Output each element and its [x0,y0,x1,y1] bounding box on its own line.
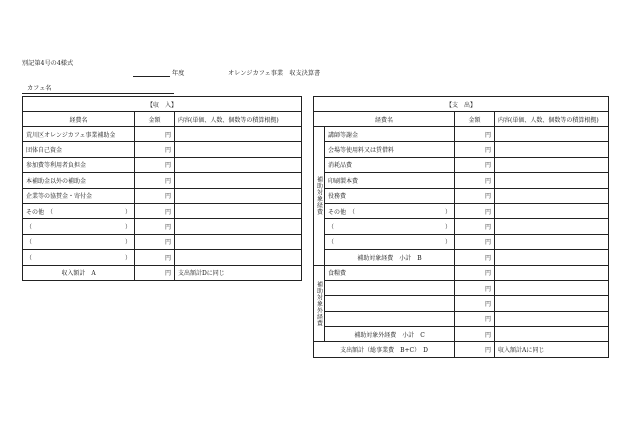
expense-col-detail: 内容(単価、人数、個数等の積算根拠) [495,112,609,127]
expense-amount-field[interactable]: 円 [455,280,495,295]
document-title: オレンジカフェ事業 収支決算書 [228,70,321,77]
income-total-row [23,265,302,280]
expense-detail-field[interactable] [495,203,609,218]
ineligible-subtotal-detail[interactable] [495,327,609,342]
cafe-name-label: カフェ名 [27,85,52,92]
ineligible-subtotal-amount[interactable]: 円 [455,327,495,342]
income-row [23,157,302,172]
open-paren: （ [26,254,33,262]
income-amount-field[interactable]: 円 [135,173,175,188]
expense-ineligible-row [314,280,609,295]
income-detail-field[interactable] [175,127,302,142]
eligible-group-label: 補助対象経費 [314,127,325,266]
year-label: 年度 [172,70,185,77]
income-item-label: 参加費等利用者負担金 [23,157,135,172]
income-row [23,188,302,203]
expense-ineligible-row [314,296,609,311]
income-other-row [23,250,302,265]
expense-item-label: 役務費 [325,188,455,203]
income-amount-field[interactable]: 円 [135,127,175,142]
income-detail-field[interactable] [175,142,302,157]
income-row [23,142,302,157]
income-detail-field[interactable] [175,250,302,265]
cafe-name-line[interactable] [22,93,174,94]
expense-amount-field[interactable]: 円 [455,203,495,218]
income-other-label[interactable] [23,203,135,218]
close-paren: ） [124,208,131,216]
income-amount-field[interactable]: 円 [135,142,175,157]
income-col-detail: 内容(単価、人数、個数等の積算根拠) [175,112,302,127]
expense-other-label-wrap [328,207,451,216]
expense-item-label: 食糧費 [325,265,455,280]
expense-ineligible-row [314,311,609,326]
open-paren: その他 （ [26,208,54,216]
expense-detail-field[interactable] [495,188,609,203]
expense-row [314,173,609,188]
expense-total-note: 収入額計Aに同じ [495,342,609,357]
expense-ineligible-row [314,265,609,280]
income-table [22,96,302,281]
income-amount-field[interactable]: 円 [135,219,175,234]
income-amount-field[interactable]: 円 [135,203,175,218]
expense-detail-field[interactable] [495,173,609,188]
expense-item-label [325,280,455,295]
expense-row [314,188,609,203]
income-item-label: 企業等の協賛金・寄付金 [23,188,135,203]
expense-amount-field[interactable]: 円 [455,234,495,249]
expense-detail-field[interactable] [495,234,609,249]
expense-amount-field[interactable]: 円 [455,311,495,326]
income-detail-field[interactable] [175,203,302,218]
expense-other-row [314,234,609,249]
income-total-note: 支出額計Dに同じ [175,265,302,280]
expense-other-label-wrap [328,237,451,246]
income-col-item: 経費名 [23,112,135,127]
expense-other-label[interactable] [325,219,455,234]
income-detail-field[interactable] [175,234,302,249]
open-paren: （ [328,224,335,232]
expense-amount-field[interactable]: 円 [455,265,495,280]
income-other-label[interactable] [23,250,135,265]
open-paren: （ [26,239,33,247]
ineligible-subtotal-label: 補助対象外経費 小計 C [325,327,455,342]
close-paren: ） [124,254,131,262]
income-detail-field[interactable] [175,188,302,203]
ineligible-group-label: 補助対象外経費 [314,265,325,342]
open-paren: （ [328,239,335,247]
expense-item-label: 消耗品費 [325,157,455,172]
close-paren: ） [124,224,131,232]
income-total-amount[interactable]: 円 [135,265,175,280]
expense-total-row [314,342,609,357]
expense-item-label [325,311,455,326]
open-paren: （ [26,224,33,232]
income-amount-field[interactable]: 円 [135,157,175,172]
income-item-label: 荒川区オレンジカフェ事業補助金 [23,127,135,142]
income-amount-field[interactable]: 円 [135,188,175,203]
expense-col-amount: 金額 [455,112,495,127]
income-detail-field[interactable] [175,157,302,172]
expense-amount-field[interactable]: 円 [455,296,495,311]
expense-detail-field[interactable] [495,311,609,326]
income-amount-field[interactable]: 円 [135,250,175,265]
income-other-row [23,234,302,249]
expense-detail-field[interactable] [495,127,609,142]
expense-other-label-wrap [328,222,451,231]
form-number: 別記第4号の4様式 [22,60,74,67]
income-other-row [23,219,302,234]
eligible-subtotal-detail[interactable] [495,250,609,265]
eligible-subtotal-label: 補助対象経費 小計 B [325,250,455,265]
expense-total-amount[interactable]: 円 [455,342,495,357]
expense-item-label: 印刷製本費 [325,173,455,188]
expense-other-label[interactable] [325,234,455,249]
income-other-label-wrap [26,237,131,246]
income-total-label: 収入額計 A [23,265,135,280]
expense-row [314,157,609,172]
expense-detail-field[interactable] [495,296,609,311]
open-paren: その他 （ [328,208,356,216]
expense-item-label [325,296,455,311]
close-paren: ） [444,208,451,216]
expense-amount-field[interactable]: 円 [455,157,495,172]
close-paren: ） [124,239,131,247]
close-paren: ） [444,239,451,247]
income-other-label-wrap [26,207,131,216]
income-section-title: 【収 入】 [23,97,302,112]
income-col-amount: 金額 [135,112,175,127]
income-other-label-wrap [26,222,131,231]
expense-other-label[interactable] [325,203,455,218]
expense-detail-field[interactable] [495,280,609,295]
income-other-label[interactable] [23,234,135,249]
year-blank-line[interactable] [133,76,170,77]
eligible-subtotal-amount[interactable]: 円 [455,250,495,265]
income-row [23,173,302,188]
ineligible-subtotal-row [314,327,609,342]
expense-detail-field[interactable] [495,157,609,172]
close-paren: ） [444,224,451,232]
income-detail-field[interactable] [175,173,302,188]
expense-item-label: 講師等謝金 [325,127,455,142]
expense-row [314,142,609,157]
expense-table [313,96,609,358]
income-item-label: 団体自己資金 [23,142,135,157]
income-item-label: 本補助金以外の補助金 [23,173,135,188]
expense-row [314,127,609,142]
expense-amount-field[interactable]: 円 [455,142,495,157]
income-other-row [23,203,302,218]
expense-section-title: 【支 出】 [314,97,609,112]
expense-total-label: 支出額計（総事業費 B+C） D [314,342,455,357]
expense-other-row [314,219,609,234]
expense-detail-field[interactable] [495,265,609,280]
expense-amount-field[interactable]: 円 [455,219,495,234]
income-other-label-wrap [26,253,131,262]
expense-item-label: 会場等使用料又は賃借料 [325,142,455,157]
expense-amount-field[interactable]: 円 [455,173,495,188]
income-row [23,127,302,142]
expense-detail-field[interactable] [495,142,609,157]
expense-amount-field[interactable]: 円 [455,188,495,203]
expense-col-item: 経費名 [314,112,455,127]
income-amount-field[interactable]: 円 [135,234,175,249]
eligible-subtotal-row [314,250,609,265]
income-other-label[interactable] [23,219,135,234]
expense-detail-field[interactable] [495,219,609,234]
income-detail-field[interactable] [175,219,302,234]
expense-other-row [314,203,609,218]
expense-amount-field[interactable]: 円 [455,127,495,142]
